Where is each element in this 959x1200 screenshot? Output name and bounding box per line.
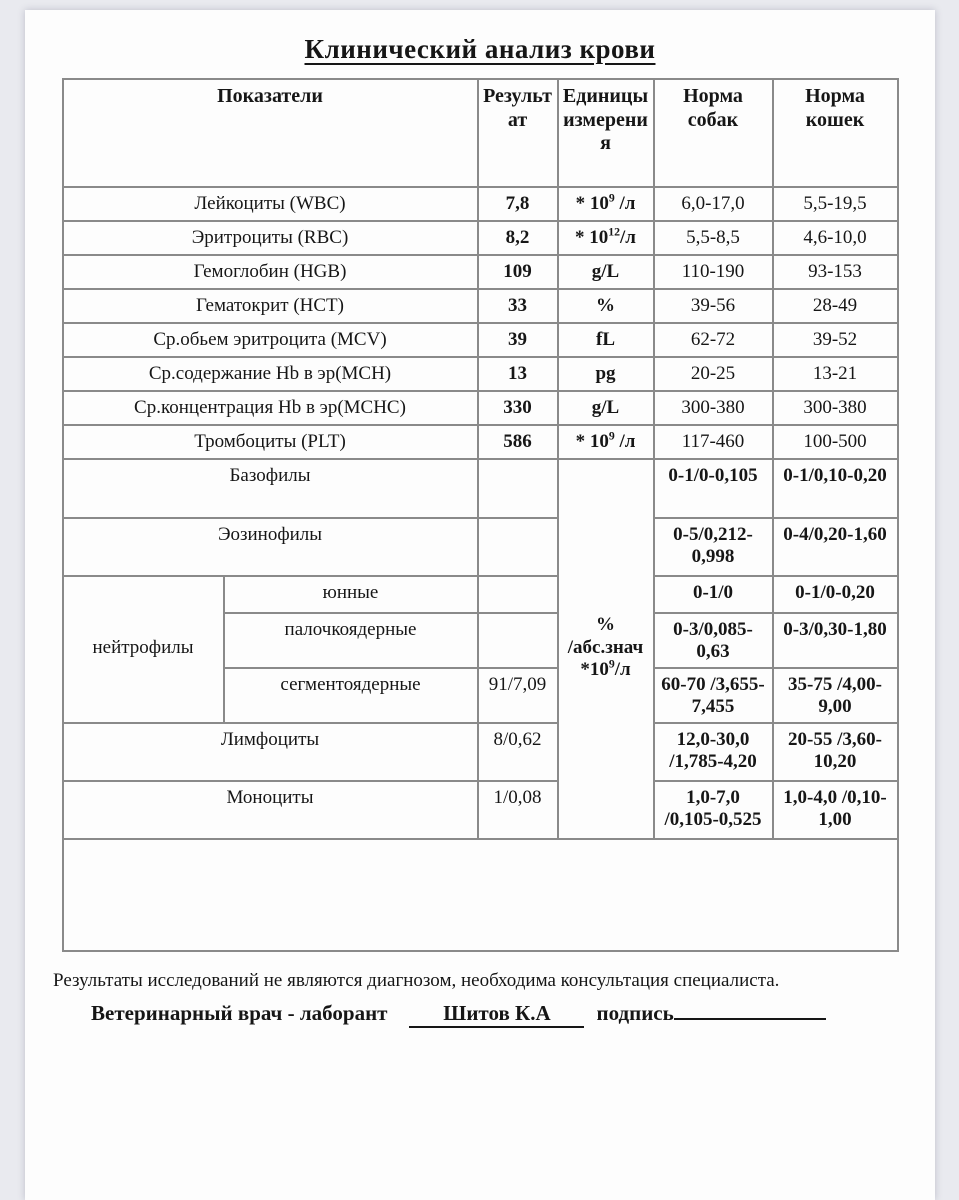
norm-dog: 0-1/0 [654,576,773,613]
norm-cat: 5,5-19,5 [773,187,898,221]
table-row-basophils [63,459,898,518]
norm-dog: 0-5/0,212-0,998 [654,518,773,576]
table-row-eosinophils [63,518,898,576]
norm-cat: 0-4/0,20-1,60 [773,518,898,576]
result-value [478,613,558,668]
norm-cat: 0-3/0,30-1,80 [773,613,898,668]
table-empty-row [63,839,898,951]
param-name: Лейкоциты (WBC) [63,187,478,221]
empty-cell [63,839,898,951]
norm-cat: 20-55 /3,60-10,20 [773,723,898,781]
unit-cell: g/L [558,255,654,289]
unit-cell: g/L [558,391,654,425]
norm-dog: 110-190 [654,255,773,289]
result-value: 586 [478,425,558,459]
result-value: 330 [478,391,558,425]
blood-analysis-table [62,78,899,952]
norm-cat: 13-21 [773,357,898,391]
table-row-wbc [63,187,898,221]
norm-cat: 35-75 /4,00-9,00 [773,668,898,723]
param-name: Ср.обьем эритроцита (MCV) [63,323,478,357]
param-name: Тромбоциты (PLT) [63,425,478,459]
norm-dog: 300-380 [654,391,773,425]
neutrophils-group-label: нейтрофилы [63,576,224,723]
norm-cat: 300-380 [773,391,898,425]
col-header-indicators: Показатели [63,79,478,187]
result-value: 91/7,09 [478,668,558,723]
unit-cell: % [558,289,654,323]
signature-role-label: Ветеринарный врач - лаборант [91,1001,388,1025]
param-name: сегментоядерные [224,668,478,723]
param-name: палочкоядерные [224,613,478,668]
footer [53,970,907,1028]
table-row-plt [63,425,898,459]
table-header-row [63,79,898,187]
param-name: Ср.содержание Hb в эр(MCH) [63,357,478,391]
param-name: Базофилы [63,459,478,518]
norm-cat: 93-153 [773,255,898,289]
result-value: 8/0,62 [478,723,558,781]
norm-dog: 0-1/0-0,105 [654,459,773,518]
result-value [478,576,558,613]
norm-cat: 4,6-10,0 [773,221,898,255]
norm-dog: 62-72 [654,323,773,357]
table-row-neutrophils-young [63,576,898,613]
result-value: 1/0,08 [478,781,558,839]
param-name: Гематокрит (HCT) [63,289,478,323]
col-header-units: Единицы измерения [558,79,654,187]
signature-blank-line [674,999,826,1020]
norm-cat: 28-49 [773,289,898,323]
table-row-mch [63,357,898,391]
unit-cell: fL [558,323,654,357]
unit-cell: pg [558,357,654,391]
col-header-norm-cats: Норма кошек [773,79,898,187]
param-name: Гемоглобин (HGB) [63,255,478,289]
norm-dog: 12,0-30,0 /1,785-4,20 [654,723,773,781]
param-name: Эозинофилы [63,518,478,576]
signature-line [53,999,907,1028]
norm-cat: 0-1/0-0,20 [773,576,898,613]
result-value: 13 [478,357,558,391]
param-name: Ср.концентрация Hb в эр(MCHC) [63,391,478,425]
result-value: 7,8 [478,187,558,221]
norm-dog: 5,5-8,5 [654,221,773,255]
norm-cat: 0-1/0,10-0,20 [773,459,898,518]
result-value: 39 [478,323,558,357]
units-merged-cell: % /абс.знач $*10^9/л$ [558,459,654,839]
norm-dog: 39-56 [654,289,773,323]
param-name: Лимфоциты [63,723,478,781]
unit-cell: * $10^9$ /л [558,425,654,459]
page-title: Клинический анализ крови [304,34,656,64]
result-value [478,518,558,576]
unit-cell: * $10^{12}/л$ [558,221,654,255]
norm-dog: 1,0-7,0 /0,105-0,525 [654,781,773,839]
signature-name: Шитов К.А [409,1001,584,1028]
norm-dog: 0-3/0,085-0,63 [654,613,773,668]
result-value [478,459,558,518]
param-name: Эритроциты (RBC) [63,221,478,255]
result-value: 8,2 [478,221,558,255]
col-header-norm-dogs: Норма собак [654,79,773,187]
disclaimer-text: Результаты исследований не являются диагнозом, необходима консультация специалиста. [53,970,780,991]
col-header-result: Результат [478,79,558,187]
result-value: 109 [478,255,558,289]
param-name: юнные [224,576,478,613]
table-row-hct [63,289,898,323]
table-row-rbc [63,221,898,255]
table-row-hgb [63,255,898,289]
table-row-mcv [63,323,898,357]
document-page [25,10,935,1200]
unit-cell: * $10^9$ /л [558,187,654,221]
norm-dog: 117-460 [654,425,773,459]
norm-cat: 1,0-4,0 /0,10-1,00 [773,781,898,839]
norm-cat: 39-52 [773,323,898,357]
table-row-monocytes [63,781,898,839]
norm-dog: 20-25 [654,357,773,391]
signature-caption: подпись [596,1001,674,1025]
param-name: Моноциты [63,781,478,839]
table-row-lymphocytes [63,723,898,781]
norm-dog: 6,0-17,0 [654,187,773,221]
norm-dog: 60-70 /3,655-7,455 [654,668,773,723]
result-value: 33 [478,289,558,323]
norm-cat: 100-500 [773,425,898,459]
table-row-mchc [63,391,898,425]
